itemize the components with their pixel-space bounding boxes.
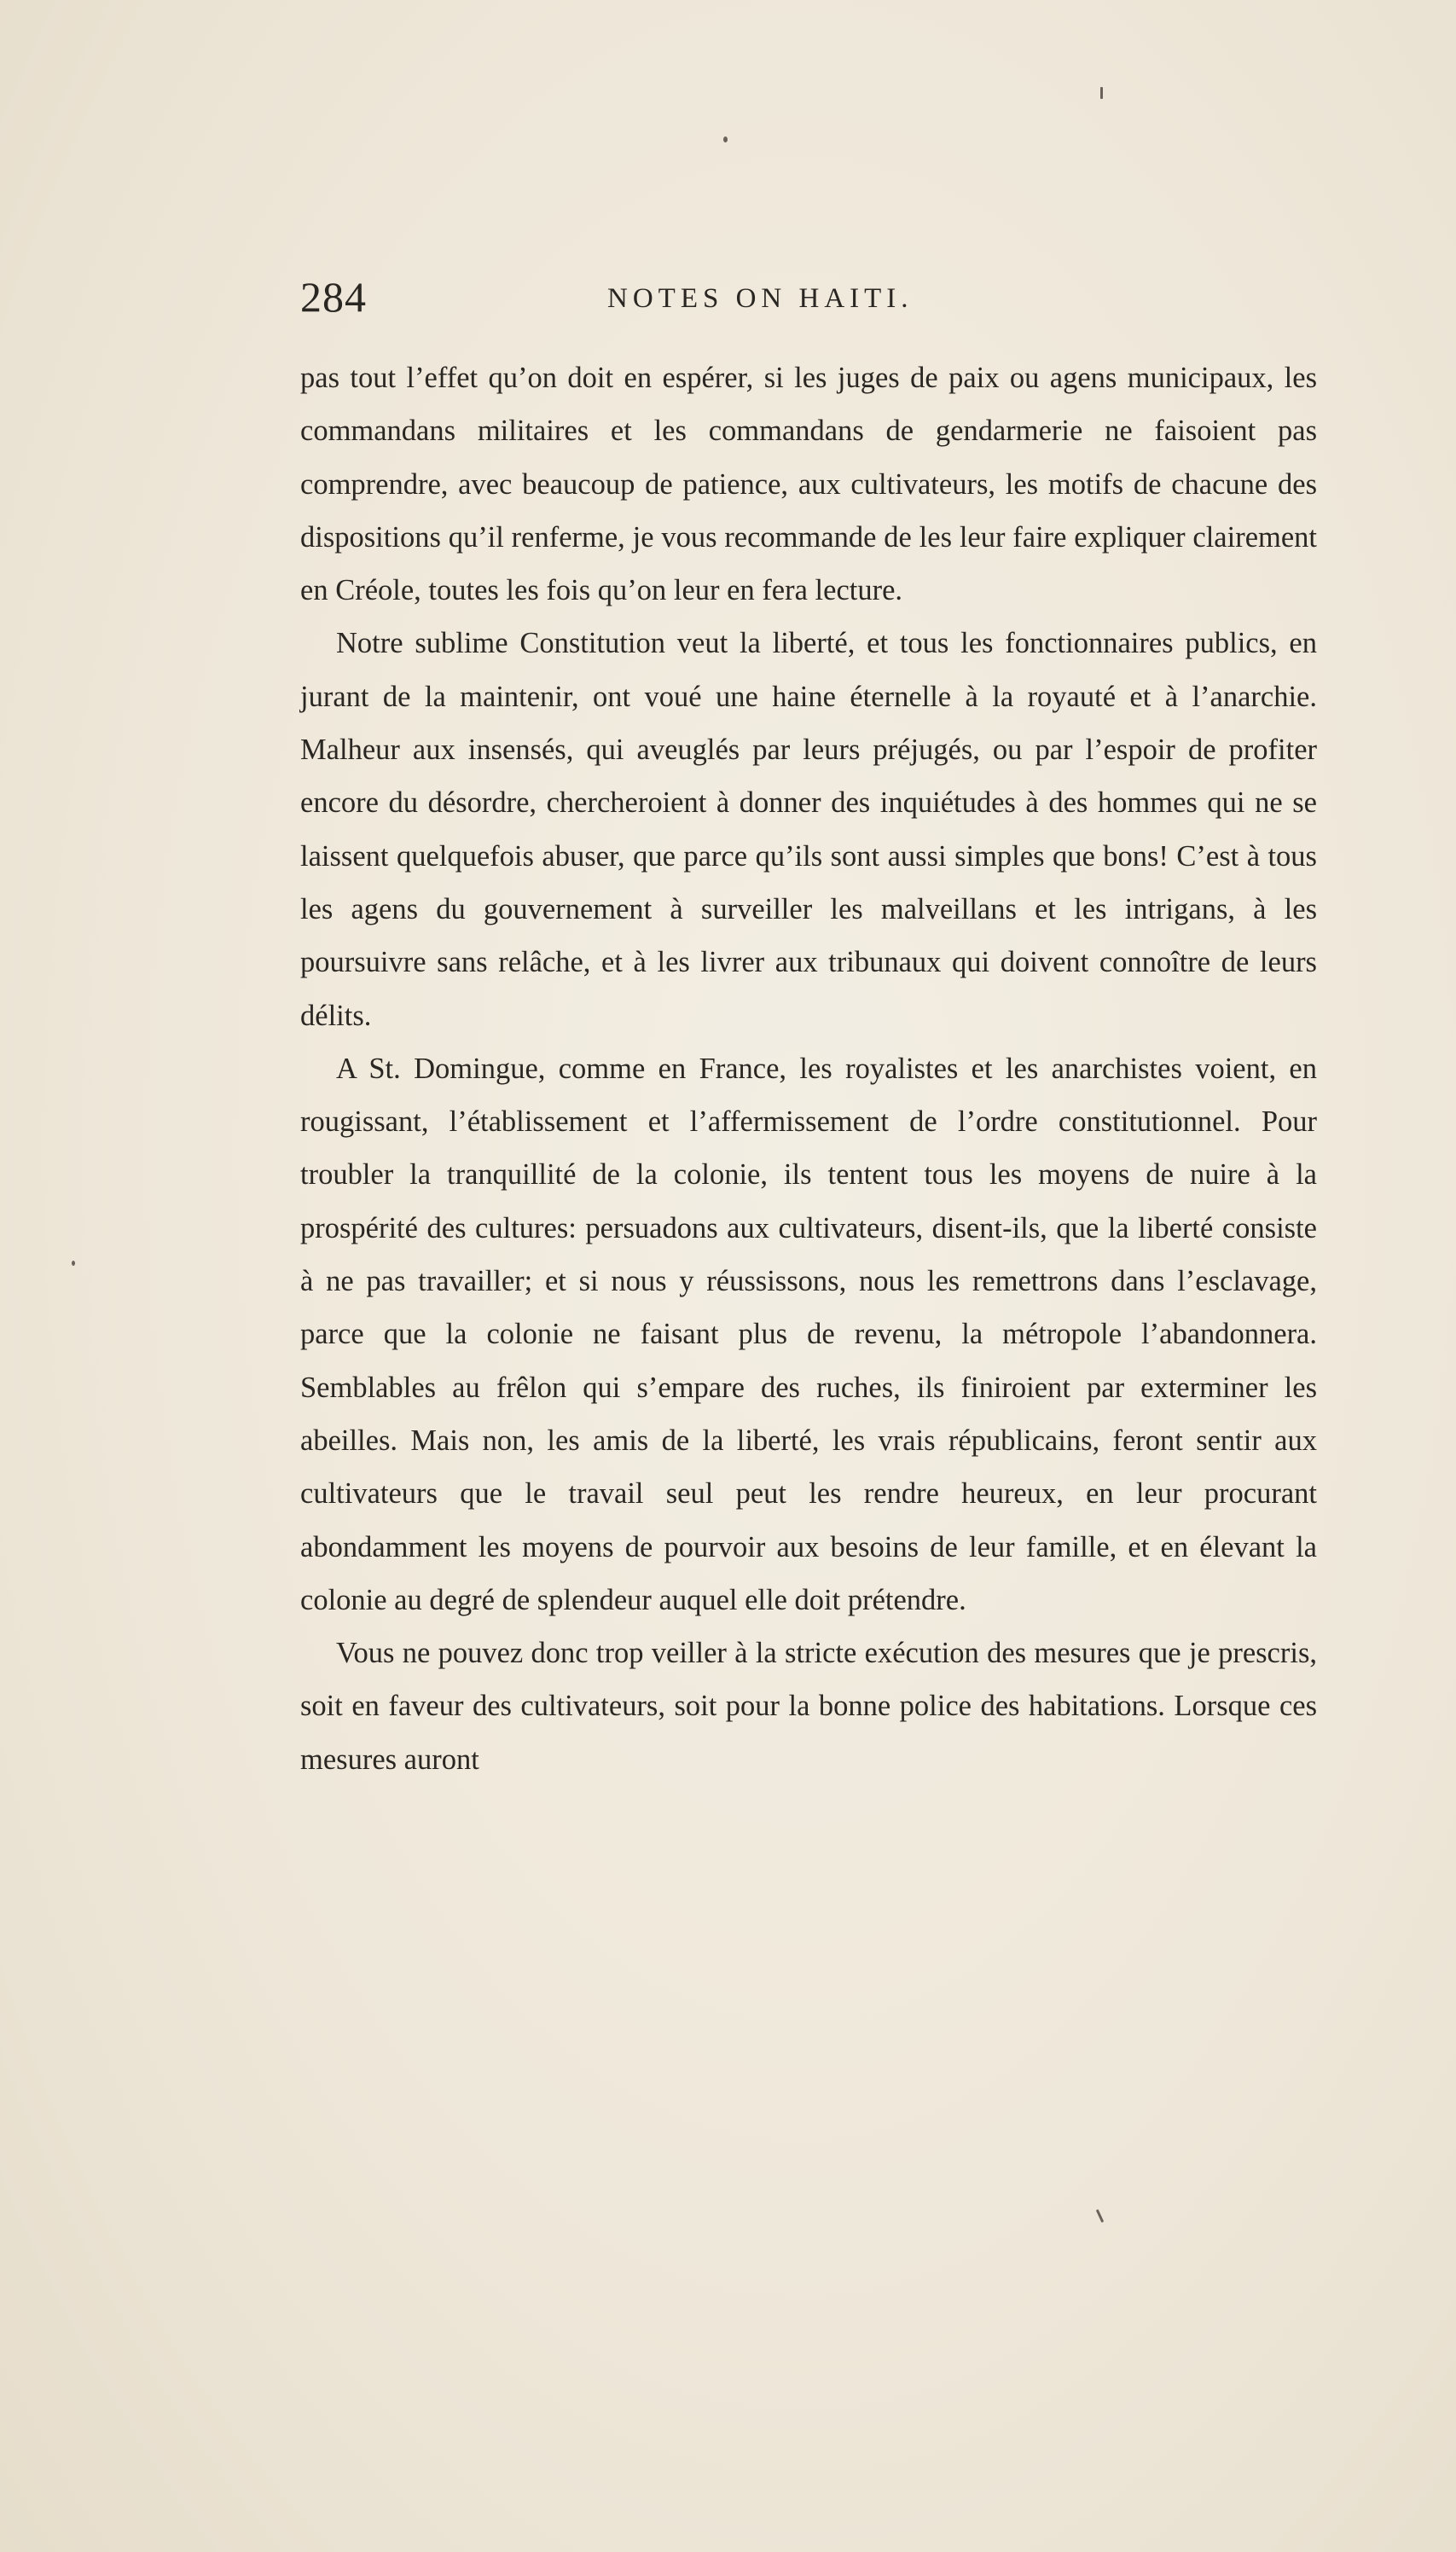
ink-speck (723, 136, 728, 142)
paragraph: Vous ne pouvez donc trop veiller à la stricte exécution des mesures que je prescris, soit en faveur des cultivateurs, soit pour la bonne police des habitations. Lorsque ces mesures auront (300, 1637, 1317, 1776)
running-title: NOTES ON HAITI. (607, 283, 914, 314)
paragraph: Notre sublime Constitution veut la liberté, et tous les fonctionnaires publics, en jurant de la maintenir, ont voué une haine éternelle à la royauté et à l’anarchie. Malheur aux insensés, qui aveuglés par leurs préjugés, ou par l’espoir de profiter encore du désordre, chercheroient à donner des inquiétudes à des hommes qui ne se laissent quelquefois abuser, que parce qu’ils sont aussi simples que bons! C’est à tous les agens du gouvernement à surveiller les malveillans et les intrigans, à les poursuivre sans relâche, et à les livrer aux tribunaux qui doivent connoître de leurs délits. (300, 627, 1317, 1032)
page-header (300, 271, 1317, 322)
page-number: 284 (300, 273, 367, 321)
body-text (300, 351, 1317, 1786)
paragraph: A St. Domingue, comme en France, les royalistes et les anarchistes voient, en rougissant, l’établissement et l’affermissement de l’ordre constitutionnel. Pour troubler la tranquillité de la colonie, ils tentent tous les moyens de nuire à la prospérité des cultures: persuadons aux cultivateurs, disent-ils, que la liberté consiste à ne pas travailler; et si nous y réussissons, nous les remettrons dans l’esclavage, parce que la colonie ne faisant plus de revenu, la métropole l’abandonnera. Semblables au frêlon qui s’empare des ruches, ils finiroient par exterminer les abeilles. Mais non, les amis de la liberté, les vrais républicains, feront sentir aux cultivateurs que le travail seul peut les rendre heureux, en leur procurant abondamment les moyens de pourvoir aux besoins de leur famille, et en élevant la colonie au degré de splendeur auquel elle doit prétendre. (300, 1052, 1317, 1616)
paragraph: pas tout l’effet qu’on doit en espérer, si les juges de paix ou agens municipaux, les commandans militaires et les commandans de gendarmerie ne faisoient pas comprendre, avec beaucoup de patience, aux cultivateurs, les motifs de chacune des dispositions qu’il renferme, je vous recommande de les leur faire expliquer clairement en Créole, toutes les fois qu’on leur en fera lecture. (300, 362, 1317, 607)
ink-speck (72, 1261, 75, 1266)
ink-speck (1096, 2209, 1104, 2223)
ink-speck (1100, 87, 1103, 99)
